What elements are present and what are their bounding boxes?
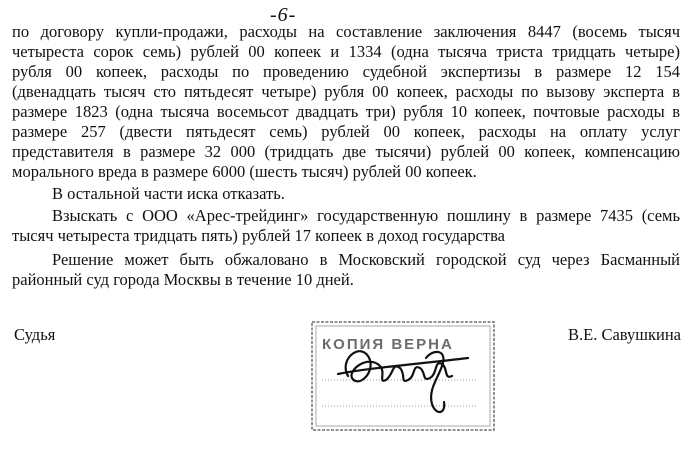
body-line: четыреста сорок семь) рублей 00 копеек и 1334 (одна тысяча триста тридцать четыре)	[12, 42, 680, 61]
appeal-line: Решение может быть обжаловано в Московский городской суд через Басманный	[52, 250, 680, 269]
refusal-paragraph: В остальной части иска отказать.	[52, 184, 285, 203]
duty-line: Взыскать с ООО «Арес-трейдинг» государственную пошлину в размере 7435 (семь	[52, 206, 680, 225]
body-line: размере 257 (двести пятьдесят семь) рублей 00 копеек, расходы на оплату услуг	[12, 122, 680, 141]
body-line: по договору купли-продажи, расходы на составление заключения 8447 (восемь тысяч	[12, 22, 680, 41]
page-number: -6-	[270, 4, 297, 26]
judge-name: В.Е. Савушкина	[568, 325, 681, 344]
appeal-line: районный суд города Москвы в течение 10 дней.	[12, 270, 354, 289]
judge-label: Судья	[14, 325, 56, 344]
body-line: морального вреда в размере 6000 (шесть тысяч) рублей 00 копеек.	[12, 162, 477, 181]
body-line: (двенадцать тысяч сто пятьдесят четыре) рубля 00 копеек, расходы по вызову эксперта в	[12, 82, 680, 101]
signature-scribble	[338, 351, 468, 412]
duty-line: тысяч четыреста тридцать пять) рублей 17 копеек в доход государства	[12, 226, 506, 245]
body-line: размере 1823 (одна тысяча восемьсот двадцать три) рубля 10 копеек, почтовые расходы в	[12, 102, 680, 121]
stamp-and-signature	[308, 318, 498, 436]
body-line: представителя в размере 32 000 (тридцать две тысячи) рублей 00 копеек, компенсацию	[12, 142, 680, 161]
body-line: рубля 00 копеек, расходы по проведению судебной экспертизы в размере 12 154	[12, 62, 680, 81]
stamp-text: КОПИЯ ВЕРНА	[322, 336, 454, 353]
